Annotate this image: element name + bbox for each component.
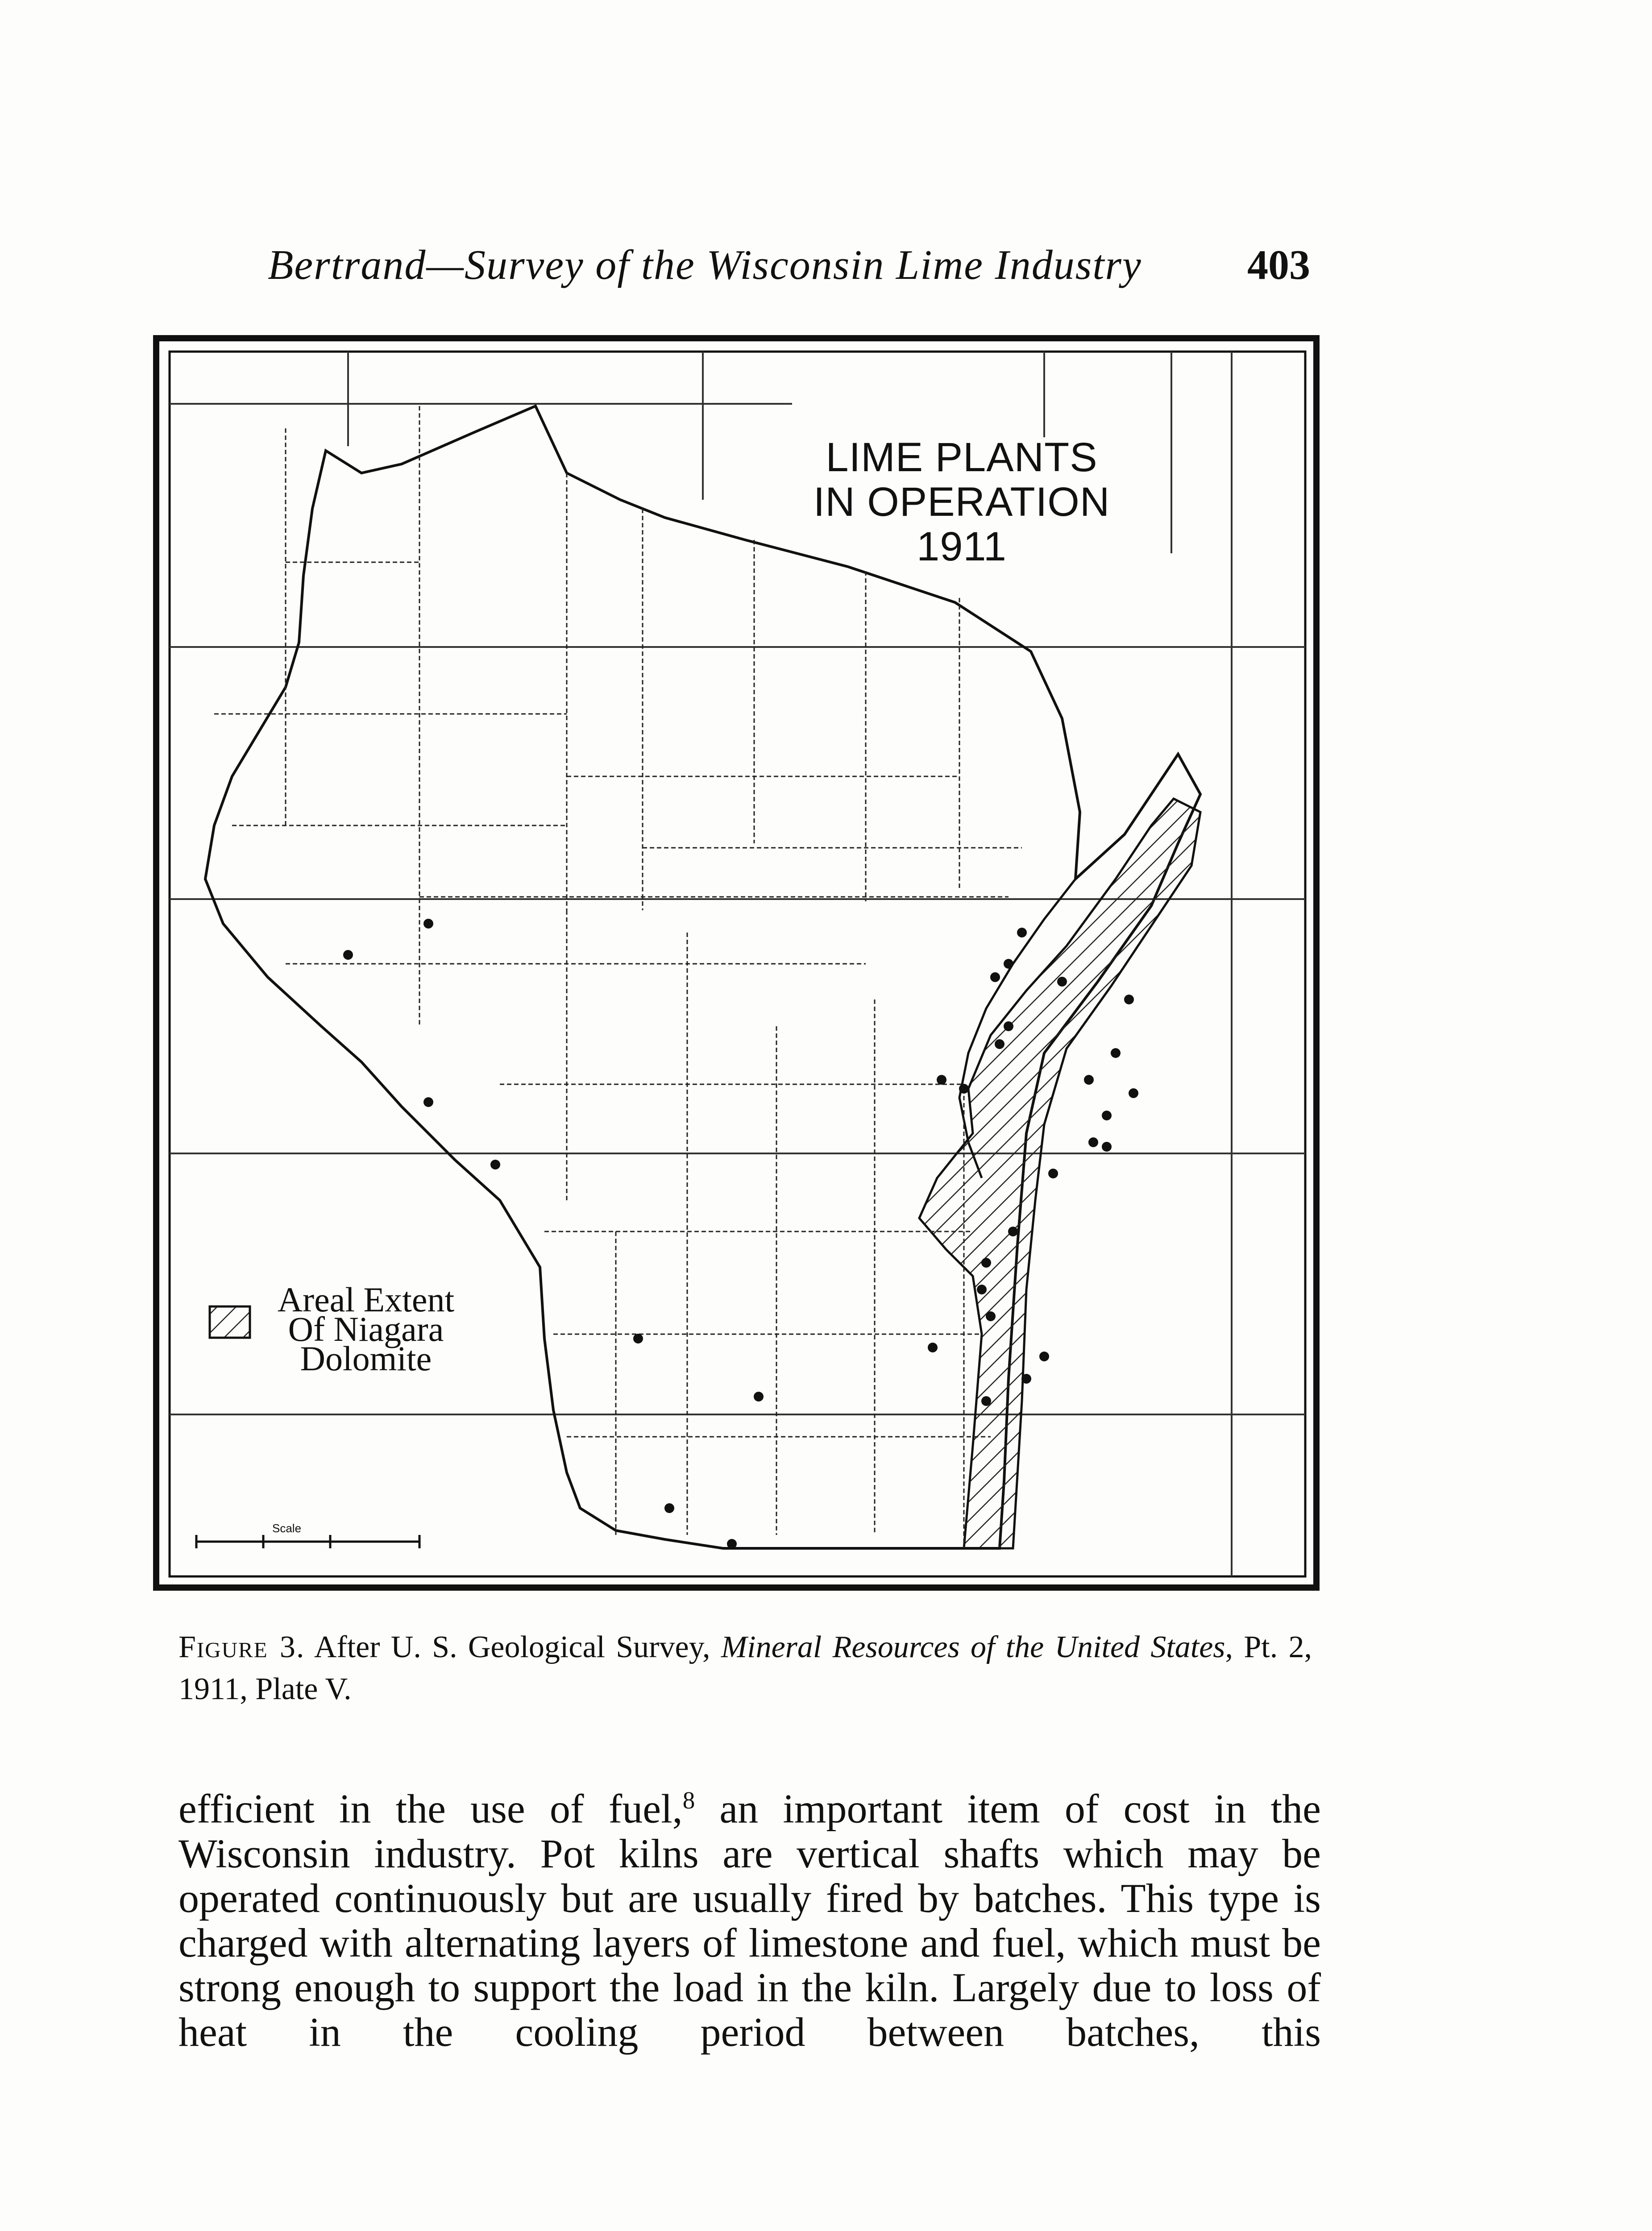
body-text-start: efficient in the use of fuel, xyxy=(178,1786,683,1832)
legend-line-1: Areal Extent xyxy=(277,1280,455,1319)
map-title xyxy=(779,435,1145,569)
niagara-dolomite-area xyxy=(919,799,1200,1548)
body-paragraph xyxy=(178,1778,1321,2054)
wisconsin-map-figure xyxy=(152,330,1321,1593)
figure-label: Figure 3. xyxy=(178,1630,305,1664)
map-title-line-2: IN OPERATION xyxy=(813,479,1110,525)
scale-bar xyxy=(196,1535,419,1548)
map-title-line-3: 1911 xyxy=(917,524,1007,569)
map-title-line-1: LIME PLANTS xyxy=(826,435,1098,480)
footnote-reference: 8 xyxy=(682,1787,695,1814)
legend-label xyxy=(259,1280,473,1378)
page-number: 403 xyxy=(1247,242,1310,288)
caption-text-after: , Pt. 2, 1911, Plate V. xyxy=(178,1630,1312,1706)
caption-text-before: After U. S. Geological Survey, xyxy=(314,1630,710,1664)
scale-label: Scale xyxy=(272,1522,302,1535)
body-text-rest: an important item of cost in the Wisconsin industry. Pot kilns are vertical shafts which may be operated continuously but are usually fired by batches. This type is charged with alternating layers of limestone and fuel, which must be strong enough to support the load in the kiln. Largely due to loss of heat in the cooling period between batches, this xyxy=(178,1786,1321,2055)
running-title: Bertrand—Survey of the Wisconsin Lime Industry xyxy=(268,242,1142,288)
caption-italic-title: Mineral Resources of the United States xyxy=(721,1630,1225,1664)
figure-caption xyxy=(178,1626,1312,1710)
legend-line-2: Of Niagara xyxy=(288,1310,444,1348)
legend-hatch-swatch xyxy=(210,1306,250,1338)
legend-line-3: Dolomite xyxy=(300,1339,432,1378)
map-svg xyxy=(152,330,1321,1593)
